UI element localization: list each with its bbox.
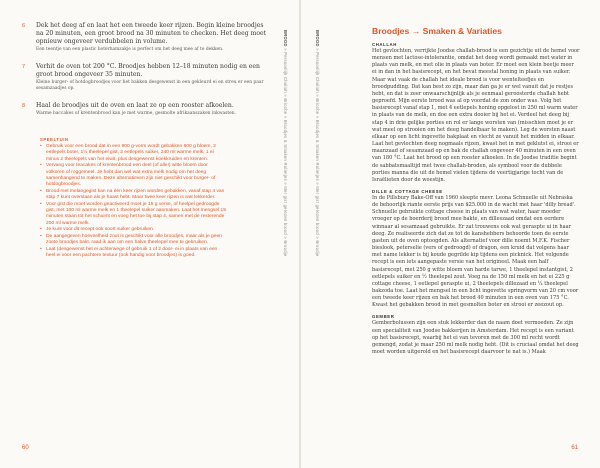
tip-text: Vervang voor teacakes of krentenbrood een deel (of alle!) witte bloem door volkoren of roggemeel. Je hebt dan wel wat extra melk nodig om het deeg samenhangend te maken. Deze alternatieven zijn niet geschikt voor burger- of hotdogbroodjes. xyxy=(46,163,216,188)
tips-box xyxy=(40,137,226,259)
tip-item xyxy=(40,189,226,202)
recipe-step xyxy=(22,63,267,91)
chapter-tab-right xyxy=(313,30,321,257)
tip-text: Voor gist die moet worden geactiveerd moet je 15 g verse, of heelpel gedroogde gist, met 100 ml warme melk en 1 theelepel suiker aanmaken. Laat het mengsel 15 minuten staan tot het schuimt en voeg het toe bij stap 4, samen met de resterende 200 ml warme melk. xyxy=(46,201,226,226)
bullet-icon: • xyxy=(40,246,42,252)
tip-text: De aangegeven hoeveelheid zout is geschikt voor alle broodjes, maar als je geen zoete broodjes bakt, raad ik aan om een halve theelepel mee te gebruiken. xyxy=(46,233,222,246)
section-text-dille: In de Pillsbury Bake-Off van 1960 sleepte mevr. Leona Schnuelle uit Nebraska de behoorlijk riante eerste prijs van $25.000 in de wacht met haar 'dilly bread'. Schnuelle gebruikte cottage cheese in plaats van wat water, haar moeder vroeger op de boerderij brood mee bakte, en dilleszaad omdat een eerdere winnaar al sesamzaad gebruikte. Er zat trouwens ook wat geraspte ui in haar deeg. Ze realiseerde zich dat ze tot de kanshebbers behoorde toen de eerste gasten uit de oven optoogden. Als alternatief voor dille noemt M.F.K. Fischer bieslook, peterselie (vers of gedroogd) of dragon, een kruid dat volgens haar met name lekker is bij koude gegrilde kip tijdens een picknick. Het volgende recept is een iets aangepaste versie van het origineel. Maak een half basisrecept, met 250 g witte bloem van harde tarwe, 1 theelepel instantgist, 2 eetlepels suiker en ½ theelepel zout. Voeg na de 150 ml melk en het ei 225 g cottage cheese, 1 eetlepel geraspte ui, 2 theelepels dillezaad en ¼ theelepel bakzoda toe. Laat het mengsel in een licht ingevette springvorm van 20 cm voor een tweede keer rijzen en bak het brood 40 minuten in een oven van 175 °C. Kwast het gebakken brood in met gesmolten boter en strooi er zeezout op. xyxy=(372,194,579,309)
step-note: Een teentje van een plastic boterhamzakje is perfect om het deeg mee af te dekken. xyxy=(36,46,224,52)
step-number: 7 xyxy=(22,64,26,71)
step-number: 6 xyxy=(22,23,26,29)
bullet-icon: • xyxy=(40,233,42,239)
tip-text: Gebruik voor een brood dat in een 900 g-vorm wordt gebakken 600 g bloem, 2 eetlepels boter, 1½ theelepel gist, 2 eetlepels suiker, 240 ml warme melk, 1 ei minus 2 theelepels van het eiwit, plus desgewenst koekkruiden en krenten. xyxy=(46,144,216,162)
bullet-icon: • xyxy=(40,227,42,233)
chapter-tab-text: BROOD » Persoonlijk Chaliah » Brioche » Broodjes & Smaken Rolletjes » Met gist gerezen brood » Broodje xyxy=(283,30,288,257)
section-text-challah: Het gevlochten, verrijkte Joodse challah-brood is een gezichtje uit de hemel voor mensen met lactose-intolerantie, omdat het deeg wordt gemaakt met water in plaats van melk, en met olie in plaats van boter. Er moet een klein beetje meer ei in dan in het basisrecept, en het bevat meestal honing in plaats van suiker. Maar wat vaak de challah het ideale brood is voor wentelteefjes en broodpudding. Dat kan best zo zijn, maar dan ga je er wel vanuit dat je restjes hebt, en dat is zeer onwaarschijnlijk als je eenmaal geroosterde challah hebt geproefd. Mijn eerste brood was al op voordat de zon onder was. Volg het basisrecept vanaf stap 1, met 4 eetlepels honing opgelost in 250 ml warm water in plaats van de melk, en doe een extra dooier bij het ei. Verdeel het deeg bij stap 4 in drie gelijke porties en rol er lange worsten van (misschien moet je er wat meel op strooien om het deeg handelbaar te maken). Leg de worsten naast elkaar op een licht ingevette bakplaat en vlecht ze vanuit het midden in elkaar. Laat het gevlochten deeg nogmaals rijzen, kwast het in met geklutst ei, strooi er maanzaad of sesamzaad op en bak de challah ongeveer 40 minuten in een oven van 180 °C. Laat het brood op een rooster afkoelen. In de Joodse traditie begint de sabbatsmaaltijd met twee challah-broden, als symbool voor de dubbele porties manna die uit de hemel vielen tijdens de veertigjarige tocht van de Israëlieten door de woestijn. xyxy=(372,48,580,183)
tip-text: Laat (desgewenst het ei achterwege of gebruik 1 of 2 door- ei in plaats van een heel ei voor een pachtere textuur (ook handig voor broodjes) is goed. xyxy=(46,246,218,258)
bullet-icon: • xyxy=(40,144,42,149)
step-number: 8 xyxy=(22,103,26,110)
recipe-step xyxy=(22,102,267,117)
tip-item xyxy=(40,163,226,189)
bullet-icon: • xyxy=(40,201,42,207)
bullet-icon: • xyxy=(40,163,42,169)
section-text-gember: Gemberbolussen zijn een stuk lekkerder dan de naam doet vermoeden. Ze zijn een specialiteit van Joodse bakkerijen in Amsterdam. Het recept is een variant op het basisrecept, waarbij het ei van tevoren met de 300 ml recht wordt gemengd, zodat je maar 250 ml melk nodig hebt. (Dit is cruciaal omdat het deeg moet worden uitgerold en het basisrecept daarvoor te nat is.) Maak xyxy=(372,320,579,356)
tip-item xyxy=(40,234,226,247)
step-text: Haal de broodjes uit de oven en laat ze op een rooster afkoelen. xyxy=(36,102,234,110)
tips-title: SPEELTUIN xyxy=(40,137,69,142)
section-title-gember: GEMBER xyxy=(372,314,395,320)
recipe-step xyxy=(22,22,267,52)
tip-text: Je kunt voor dit recept ook soort suiker gebruiken. xyxy=(46,227,155,233)
tip-text: Brood met melangegist kan na één keer rijzen worden gebakken, vanaf stap 4 van stap 7 kunt overslaan als je haast hebt. Maar twee keer rijzen is wat lekkerder. xyxy=(46,188,225,201)
right-page-content xyxy=(372,26,580,356)
step-note: Warme baccakes of krentenbrood kan je met warme, gesmolte afrikaanszaken inkwasten. xyxy=(36,111,237,117)
left-page xyxy=(0,0,299,468)
step-text: Dek het deeg af en laat het een tweede keer rijzen. Begin kleine broodjes na 20 minuten, een groot brood na 30 minuten te checken. Het deeg moet opnieuw ongeveer verdubbelen in volume. xyxy=(36,22,267,45)
step-note: Kleine burger- of hotdogbroodjes voor het bakken desgewenst in een gekleurd ei en streu er een paar sesamzaadjes op. xyxy=(36,80,264,91)
page-title: Broodjes → Smaken & Variaties xyxy=(372,26,502,36)
step-text: Verhit de oven tot 200 °C. Broodjes hebben 12–18 minuten nodig en een groot brood ongeveer 35 minuten. xyxy=(36,63,260,79)
section-title-challah: CHALLAH xyxy=(372,42,397,47)
chapter-tab-text: BROOD » Persoonlijk Chaliah » Brioche » Broodjes & Smaken Rolletjes » Met gist gerezen brood » Broodje xyxy=(315,30,320,257)
tip-item xyxy=(40,144,226,163)
chapter-tab-left xyxy=(281,30,289,257)
tip-item xyxy=(40,202,226,228)
section-title-dille: DILLE & COTTAGE CHEESE xyxy=(372,188,443,194)
bullet-icon: • xyxy=(40,188,42,194)
page-number: 60 xyxy=(22,445,29,451)
arrow-right-icon: → xyxy=(411,26,421,36)
page-number: 61 xyxy=(571,445,578,451)
recipe-steps xyxy=(22,22,267,128)
tip-item xyxy=(40,247,226,260)
